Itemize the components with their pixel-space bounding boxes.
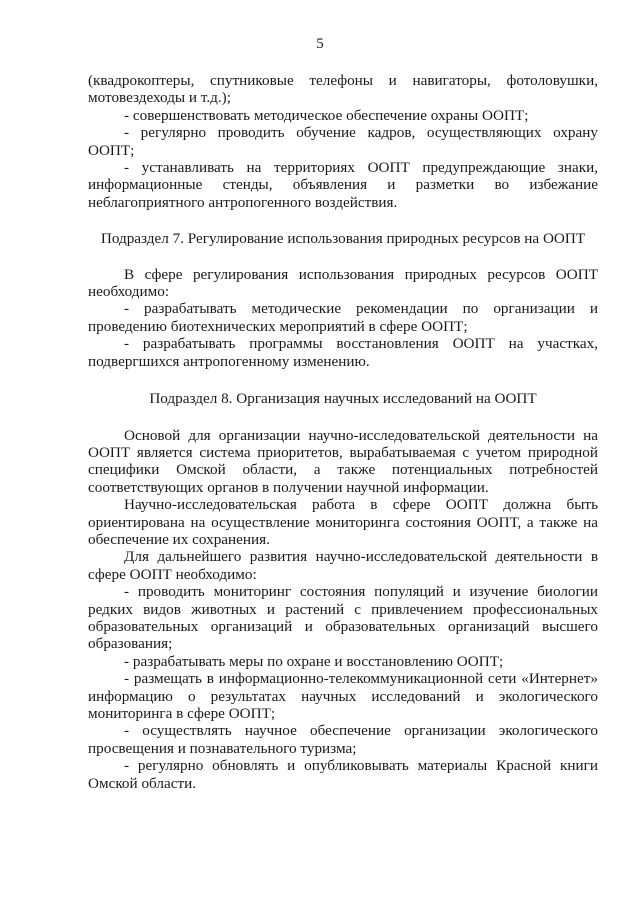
paragraph-equipment-list: (квадрокоптеры, спутниковые телефоны и навигаторы, фотоловушки, мотовездеходы и т.д.); (88, 72, 598, 107)
section-7-item-restoration: - разрабатывать программы восстановления ООПТ на участках, подвергшихся антропогенному изменению. (88, 335, 598, 370)
section-7-heading: Подраздел 7. Регулирование использования природных ресурсов на ООПТ (100, 230, 586, 248)
section-8-item-red-book: - регулярно обновлять и опубликовывать материалы Красной книги Омской области. (88, 757, 598, 792)
section-8-priorities: Основой для организации научно-исследовательской деятельности на ООПТ является система приоритетов, вырабатываемая с учетом природной специфики Омской области, а также потенциальных потребностей соответствующих органов в получении научной информации. (88, 426, 598, 496)
section-8-item-education: - осуществлять научное обеспечение организации экологического просвещения и познавательного туризма; (88, 722, 598, 757)
paragraph-staff-training: - регулярно проводить обучение кадров, осуществляющих охрану ООПТ; (88, 124, 598, 159)
section-8-research-work: Научно-исследовательская работа в сфере ООПТ должна быть ориентирована на осуществление мониторинга состояния ООПТ, а также на обеспечение их сохранения. (88, 496, 598, 548)
section-8-item-internet: - размещать в информационно-телекоммуникационной сети «Интернет» информацию о результатах научных исследований и экологического мониторинга в сфере ООПТ; (88, 670, 598, 722)
document-body (88, 72, 598, 792)
section-7-item-biotechnical: - разрабатывать методические рекомендации по организации и проведению биотехнических мероприятий в сфере ООПТ; (88, 300, 598, 335)
page-number: 5 (316, 36, 324, 52)
paragraph-methodical-support: - совершенствовать методическое обеспечение охраны ООПТ; (124, 106, 529, 124)
section-8-item-monitoring: - проводить мониторинг состояния популяций и изучение биологии редких видов животных и растений с привлечением профессиональных образовательных организаций и образовательных организаций высшего образования; (88, 583, 598, 653)
paragraph-warning-signs: - устанавливать на территориях ООПТ предупреждающие знаки, информационные стенды, объявления и разметки во избежание неблагоприятного антропогенного воздействия. (88, 159, 598, 211)
section-7-intro: В сфере регулирования использования природных ресурсов ООПТ необходимо: (88, 265, 598, 301)
section-8-intro: Для дальнейшего развития научно-исследовательской деятельности в сфере ООПТ необходимо: (88, 548, 598, 583)
section-8-item-protection: - разрабатывать меры по охране и восстановлению ООПТ; (124, 652, 504, 670)
section-8-heading: Подраздел 8. Организация научных исследований на ООПТ (149, 390, 537, 408)
